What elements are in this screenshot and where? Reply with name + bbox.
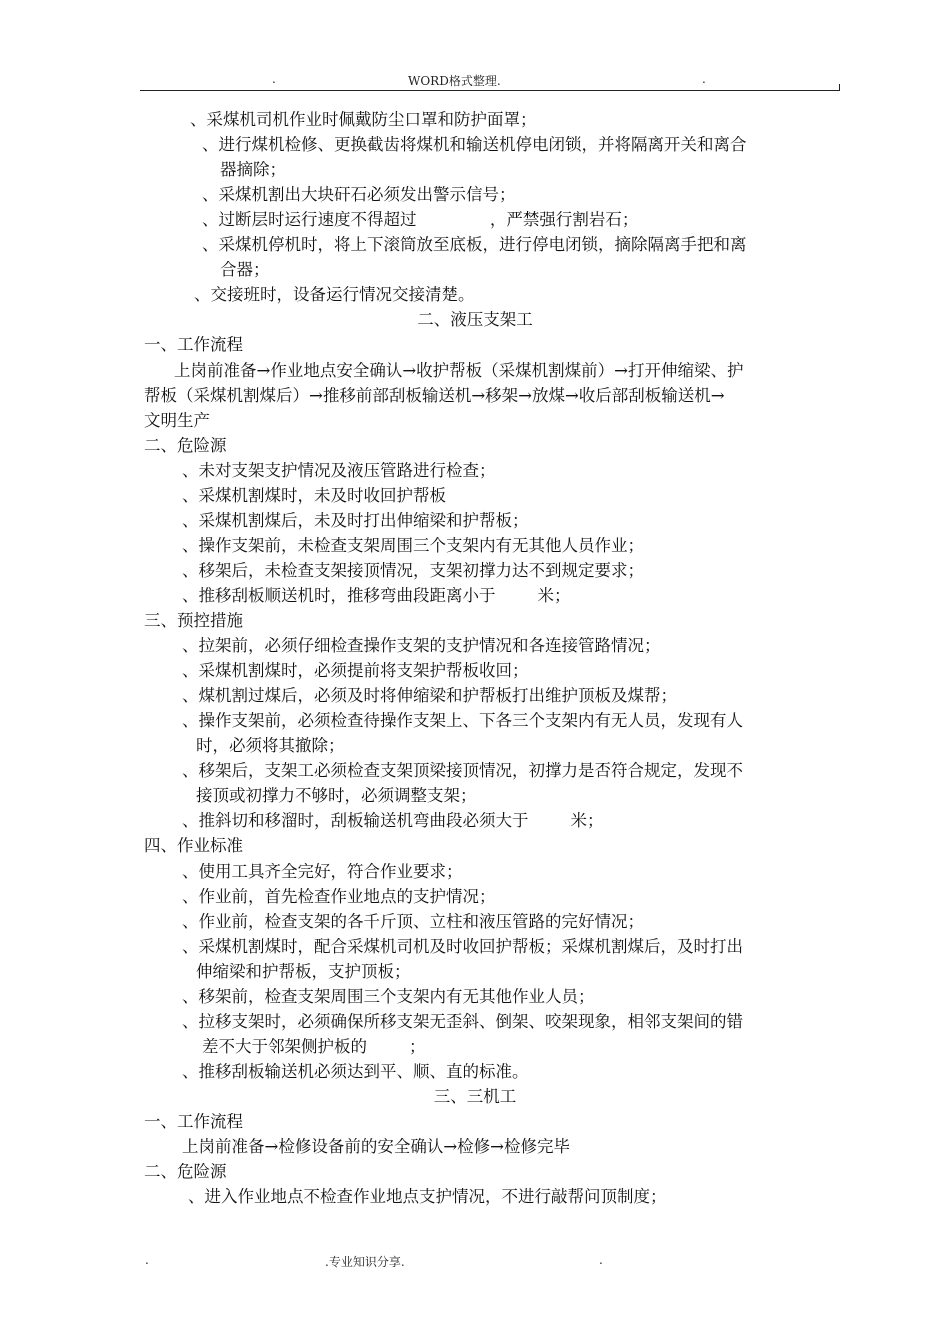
text-line: 、交接班时，设备运行情况交接清楚。 [194,285,475,305]
text-line: 、拉移支架时，必须确保所移支架无歪斜、倒架、咬架现象，相邻支架间的错 [182,1011,743,1031]
text-line: 、操作支架前，未检查支架周围三个支架内有无其他人员作业； [182,535,644,555]
text-line: 、采煤机割煤后，未及时打出伸缩梁和护帮板； [182,510,529,530]
text-line: 、采煤机割煤时，配合采煤机司机及时收回护帮板；采煤机割煤后，及时打出 [182,936,743,956]
section-heading: 二、液压支架工 [417,310,533,330]
text-line: 、采煤机割出大块矸石必须发出警示信号； [202,185,516,205]
text-line: 、未对支架支护情况及液压管路进行检查； [182,460,496,480]
text-line: 时，必须将其撤除； [196,736,345,756]
text-line: 、进行煤机检修、更换截齿将煤机和输送机停电闭锁，并将隔离开关和离合 [202,135,747,155]
header-title: WORD格式整理. [408,74,501,88]
footer-right-dot: . [599,1253,603,1267]
text-line: 伸缩梁和护帮板，支护顶板； [196,961,411,981]
section-heading: 三、三机工 [433,1086,517,1106]
text-line: 二、危险源 [144,435,227,455]
text-line: 、作业前，首先检查作业地点的支护情况； [182,886,496,906]
text-line: 、过断层时运行速度不得超过 ，严禁强行割岩石； [202,210,639,230]
text-line: 、推移刮板顺送机时，推移弯曲段距离小于 米； [182,585,571,605]
text-line: 、拉架前，必须仔细检查操作支架的支护情况和各连接管路情况； [182,636,661,656]
text-line: 、采煤机割煤时，必须提前将支架护帮板收回； [182,661,529,681]
text-line: 、操作支架前，必须检查待操作支架上、下各三个支架内有无人员，发现有人 [182,711,743,731]
text-line: 三、预控措施 [144,611,243,630]
text-line: 、移架后，未检查支架接顶情况，支架初撑力达不到规定要求； [182,560,644,580]
text-line: 上岗前准备→作业地点安全确认→收护帮板（采煤机割煤前）→打开伸缩梁、护 [174,360,744,380]
text-line: 一、工作流程 [144,335,243,355]
text-line: 、进入作业地点不检查作业地点支护情况，不进行敲帮问顶制度； [188,1187,667,1207]
text-line: 、使用工具齐全完好，符合作业要求； [182,861,463,881]
text-line: 文明生产 [144,410,210,430]
text-line: 、推移刮板输送机必须达到平、顺、直的标准。 [182,1061,529,1081]
text-line: 、推斜切和移溜时，刮板输送机弯曲段必须大于 米； [182,811,604,831]
header-right-dot: . [702,72,706,86]
header-left-dot: . [272,72,276,86]
text-line: 、煤机割过煤后，必须及时将伸缩梁和护帮板打出维护顶板及煤帮； [182,686,677,706]
text-line: 帮板（采煤机割煤后）→推移前部刮板输送机→移架→放煤→收后部刮板输送机→ [144,385,725,405]
text-line: 、移架前，检查支架周围三个支架内有无其他作业人员； [182,986,595,1006]
header-rule-tick [839,84,840,91]
footer-text: .专业知识分享. [325,1255,405,1269]
header-rule [140,90,840,91]
text-line: 、作业前，检查支架的各千斤顶、立柱和液压管路的完好情况； [182,911,644,931]
text-line: 差不大于邻架侧护板的 ； [202,1036,426,1056]
text-line: 合器； [220,260,270,280]
text-line: 、移架后，支架工必须检查支架顶梁接顶情况，初撑力是否符合规定，发现不 [182,761,743,781]
text-line: 上岗前准备→检修设备前的安全确认→检修→检修完毕 [182,1137,570,1157]
footer-left-dot: . [145,1253,149,1267]
text-line: 接顶或初撑力不够时，必须调整支架； [196,786,477,806]
text-line: 四、作业标准 [144,836,243,856]
text-line: 、采煤机停机时，将上下滚筒放至底板，进行停电闭锁，摘除隔离手把和离 [202,235,747,255]
text-line: 器摘除； [220,160,286,180]
text-line: 、采煤机割煤时，未及时收回护帮板 [182,485,446,505]
text-line: 、采煤机司机作业时佩戴防尘口罩和防护面罩； [190,110,537,129]
text-line: 二、危险源 [144,1162,227,1182]
text-line: 一、工作流程 [144,1112,243,1131]
